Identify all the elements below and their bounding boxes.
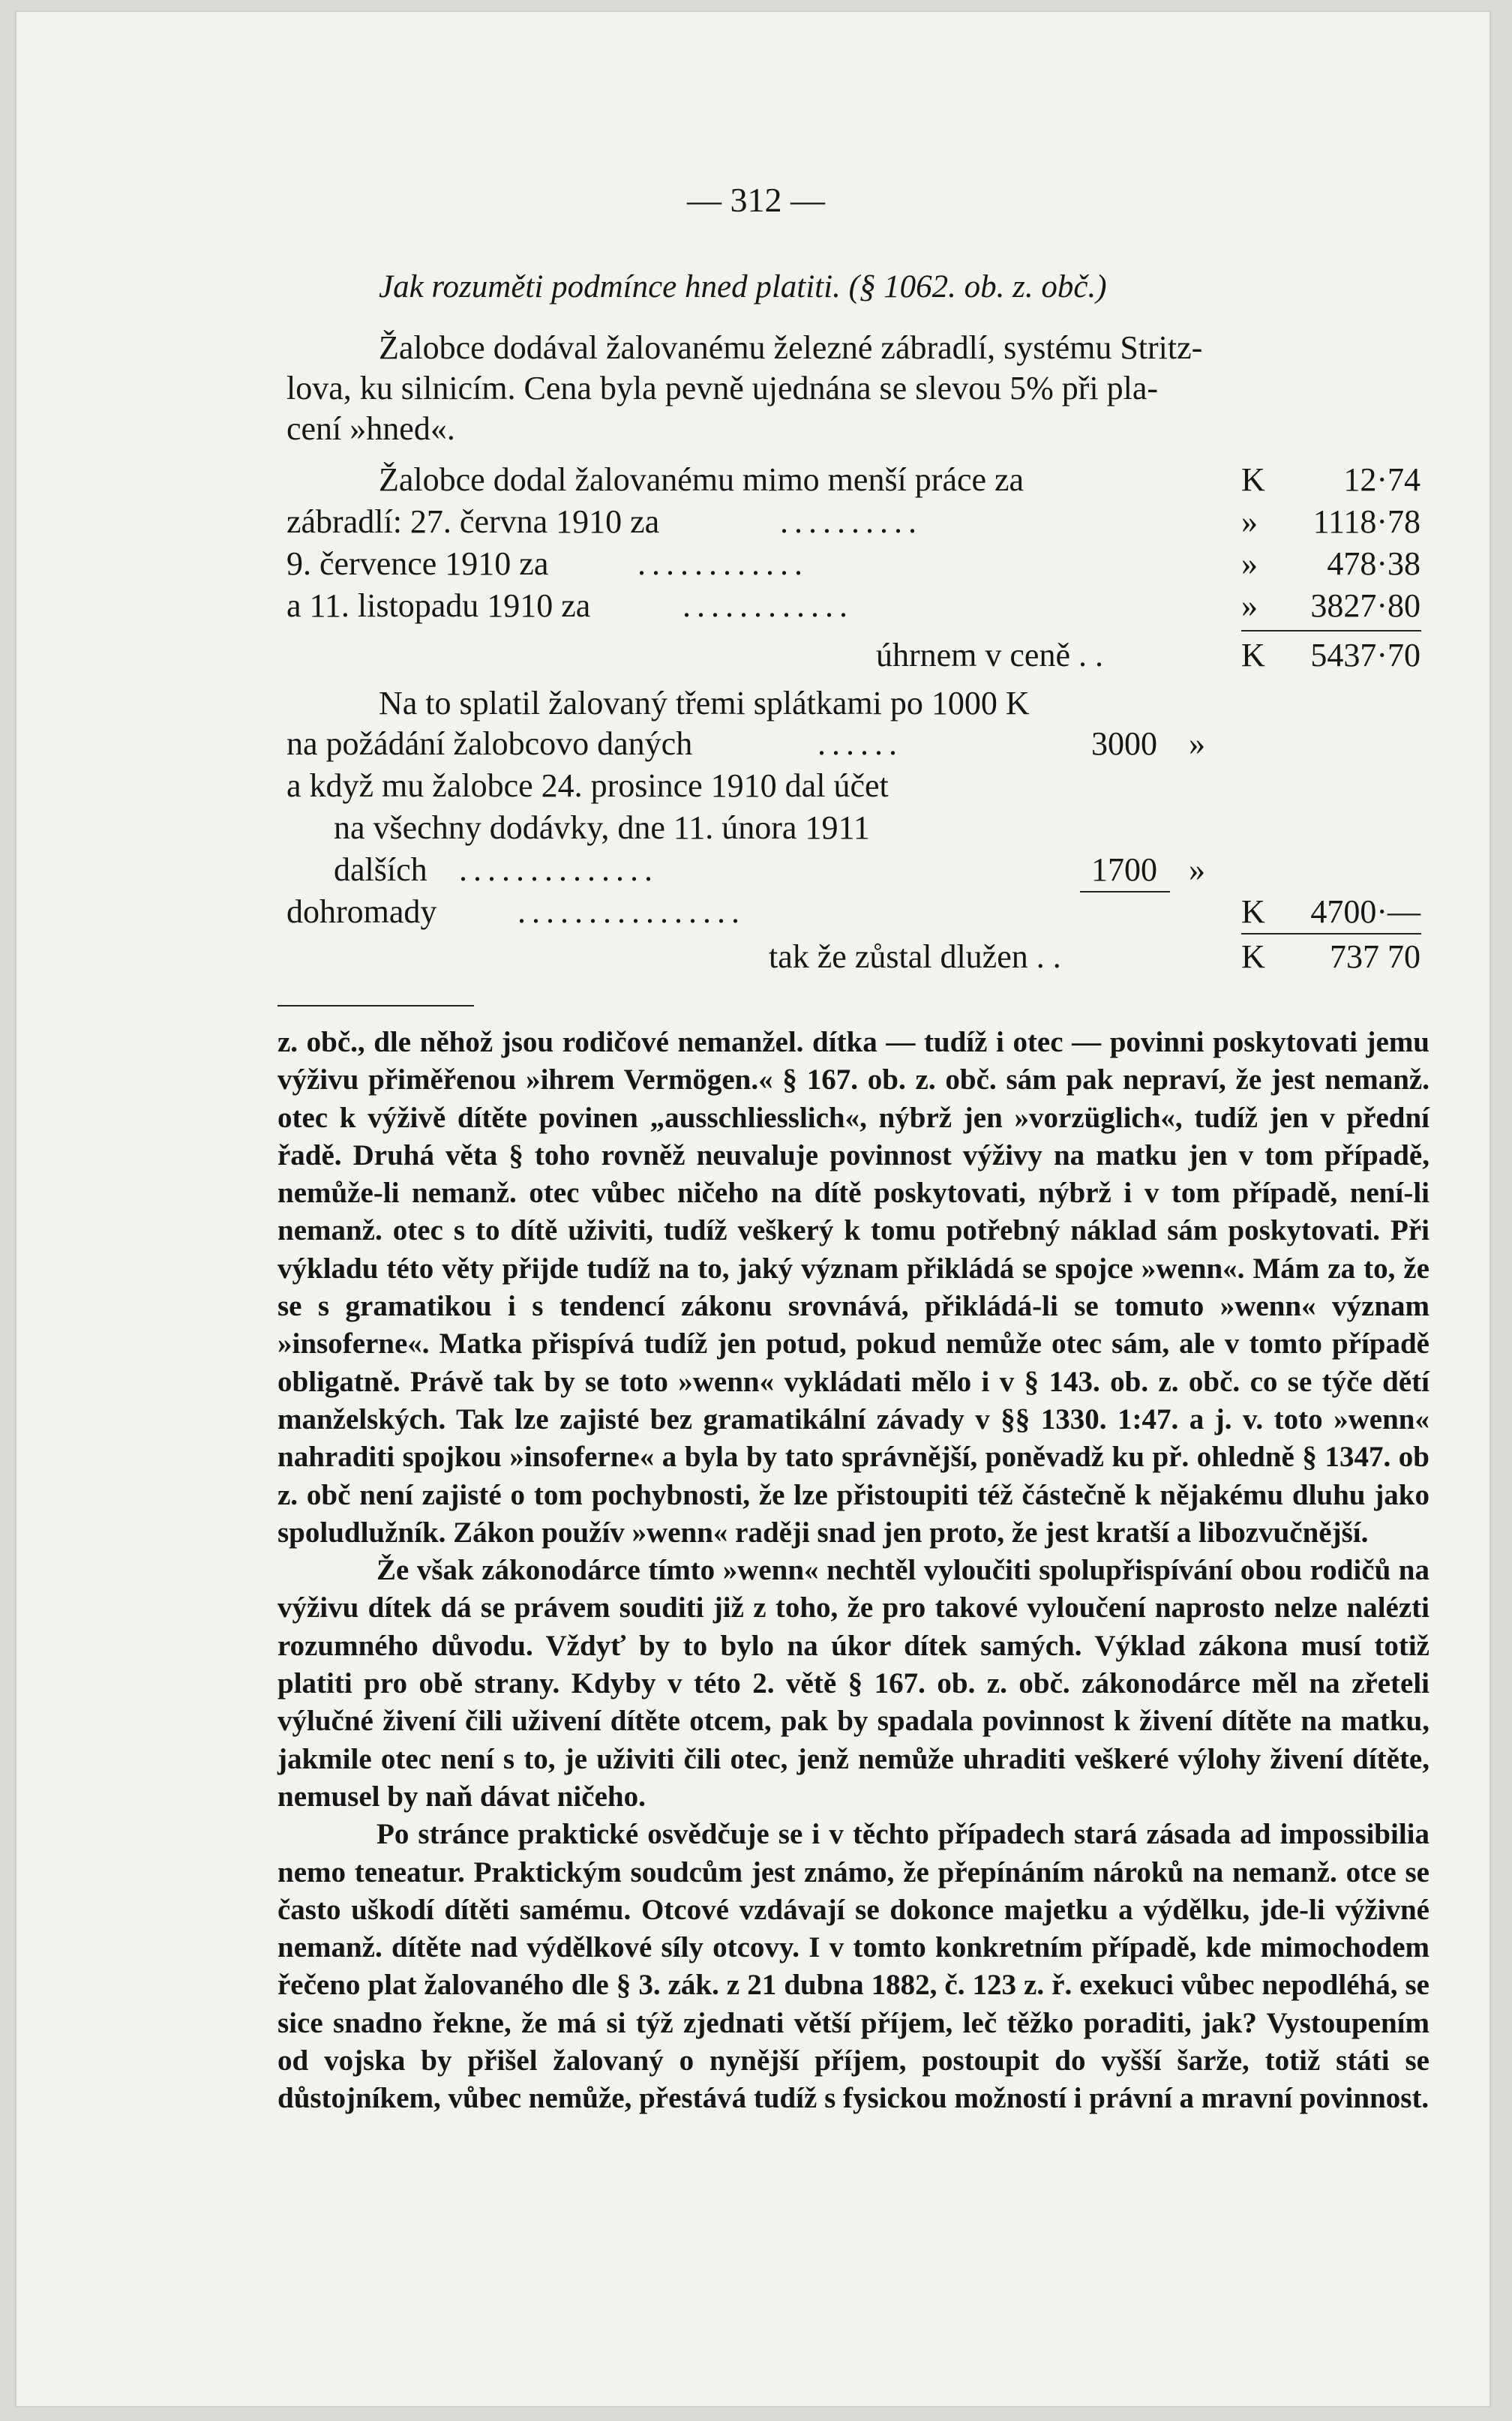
payment-line-3: a když mu žalobce 24. prosince 1910 dal účet [286, 767, 889, 804]
payment-line-1: Na to splatil žalovaný třemi splátkami po 1000 K [379, 685, 1030, 722]
sum-rule-3 [1241, 933, 1421, 934]
account-row-3-leader: ............ [638, 545, 808, 582]
footnote-paragraph-1: z. obč., dle něhož jsou rodičové nemanžel. dítka — tudíž i otec — povinni poskytovati jemu výživu přiměřenou »ihrem Vermögen.« § 167. ob. z. obč. sám pak nepraví, že jest nemanž. otec k výživě dítěte povinen „ausschliesslich«, nýbrž jen »vorzüglich«, tudíž jen v přední řadě. Druhá věta § toho rovněž neuvaluje povinnost výživy na matku jen v tom případě, nemůže-li nemanž. otec vůbec ničeho na dítě poskytovati, nýbrž i v tom případě, není-li nemanž. otec s to dítě uživiti, tudíž veškerý k tomu potřebný náklad sám poskytovati. Při výkladu této věty přijde tudíž na to, jaký význam přikládá se spojce »wenn«. Mám za to, že se s gramatikou i s tendencí zákonu srovnává, přikládá-li se tomuto »wenn« význam »insoferne«. Matka přispívá tudíž jen potud, pokud nemůže otec sám, ale v tomto případě obligatně. Právě tak by se toto »wenn« vykládati mělo i v § 143. ob. z. obč. co se týče dětí manželských. Tak lze zajisté bez gramatikální závady v §§ 1330. 1:47. a j. v. toto »wenn« nahraditi spojkou »insoferne« a byla by tato správnější, poněvadž ku př. ohledně § 1347. ob z. obč není zajisté o tom pochybnosti, že lze přistoupiti též částečně k nějakému dluhu jako spoludlužník. Zákon použív »wenn« raději snad jen proto, že jest kratší a libozvučnější. [278, 1026, 1430, 1549]
account-row-2-amount: 1118·78 [1312, 503, 1420, 540]
sum-rule-1 [1241, 630, 1421, 632]
footnote-separator [278, 1005, 474, 1006]
payment-line-6-leader: ................ [518, 893, 746, 930]
account-row-4-currency: » [1241, 587, 1258, 624]
account-row-4-leader: ............ [682, 587, 854, 624]
account-row-2-leader: .......... [780, 503, 922, 540]
total-currency: K [1241, 637, 1265, 674]
payment-line-6-currency: K [1241, 893, 1265, 930]
account-row-3-currency: » [1241, 545, 1258, 582]
payment-line-2-currency: » [1189, 725, 1205, 762]
account-row-4-amount: 3827·80 [1310, 587, 1420, 624]
payment-line-4: na všechny dodávky, dne 11. února 1911 [334, 809, 870, 846]
account-row-3-text: 9. července 1910 za [286, 545, 549, 582]
page-number: — 312 — [687, 181, 825, 219]
account-row-4-text: a 11. listopadu 1910 za [286, 587, 591, 624]
total-label: úhrnem v ceně . . [876, 637, 1103, 674]
total-amount: 5437·70 [1310, 637, 1420, 674]
account-row-2-text: zábradlí: 27. června 1910 za [286, 503, 660, 540]
account-row-1-amount: 12·74 [1343, 461, 1420, 498]
balance-currency: K [1241, 938, 1265, 975]
intro-line-3: cení »hned«. [286, 410, 455, 447]
account-row-2-currency: » [1241, 503, 1258, 540]
payment-line-2-amount: 3000 [1091, 725, 1157, 762]
payment-line-2-text: na požádání žalobcovo daných [286, 725, 693, 762]
footnote-paragraph-3: Po stránce praktické osvědčuje se i v těchto případech stará zásada ad impossibilia nemo teneatur. Praktickým soudcům jest známo, že přepínáním nároků na nemanž. otce se často uškodí dítěti samému. Otcové vzdávají se dokonce majetku a výdělku, jde-li výživné nemanž. dítěte nad výdělkové síly otcovy. I v tomto konkretním případě, kde mimochodem řečeno plat žalovaného dle § 3. zák. z 21 dubna 1882, č. 123 z. ř. exekuci vůbec nepodléhá, se sice snadno řekne, že má si týž zjednati větší příjem, leč těžko poraditi, jak? Vystoupením od vojska by přišel žalovaný o nynější příjem, postoupit do vyšší šarže, totiž státi se důstojníkem, vůbec nemůže, přestává tudíž s fysickou možností i právní a mravní povinnost. [278, 1818, 1430, 2115]
account-row-3-amount: 478·38 [1327, 545, 1420, 582]
intro-line-1: Žalobce dodával žalovanému železné zábradlí, systému Stritz- [379, 329, 1203, 366]
account-row-1-text: Žalobce dodal žalovanému mimo menší práce za [379, 461, 1024, 498]
payment-line-5-amount: 1700 [1091, 851, 1157, 888]
account-row-1-currency: K [1241, 461, 1265, 498]
footnote-paragraph-2: Že však zákonodárce tímto »wenn« nechtěl vyloučiti spolupřispívání obou rodičů na výživu dítek dá se právem souditi již z toho, že pro takové vyloučení naprosto nelze nalézti rozumného důvodu. Vždyť by to bylo na úkor dítek samých. Výklad zákona musí totiž platiti pro obě strany. Kdyby v této 2. větě § 167. ob. z. obč. zákonodárce měl na zřeteli výlučné živení čili uživení dítěte otcem, pak by spadala povinnost k živení dítěte na matku, jakmile otec není s to, je uživiti čili otec, jenž nemůže uhraditi veškeré výlohy živení dítěte, nemusel by naň dávat ničeho. [278, 1554, 1430, 1813]
section-title: Jak rozuměti podmínce hned platiti. (§ 1062. ob. z. obč.) [379, 269, 1107, 304]
balance-label: tak že zůstal dlužen . . [769, 938, 1061, 975]
balance-amount: 737 70 [1330, 938, 1420, 975]
intro-line-2: lova, ku silnicím. Cena byla pevně ujednána se slevou 5% při pla- [286, 370, 1159, 406]
payment-line-6-amount: 4700·— [1310, 893, 1420, 930]
footnote [278, 1024, 1430, 2118]
payment-line-6-text: dohromady [286, 893, 437, 930]
payment-line-5-text: dalších [334, 851, 428, 888]
sum-rule-2 [1080, 891, 1170, 892]
payment-line-2-leader: ...... [818, 725, 903, 762]
payment-line-5-currency: » [1189, 851, 1205, 888]
payment-line-5-leader: .............. [459, 851, 658, 888]
